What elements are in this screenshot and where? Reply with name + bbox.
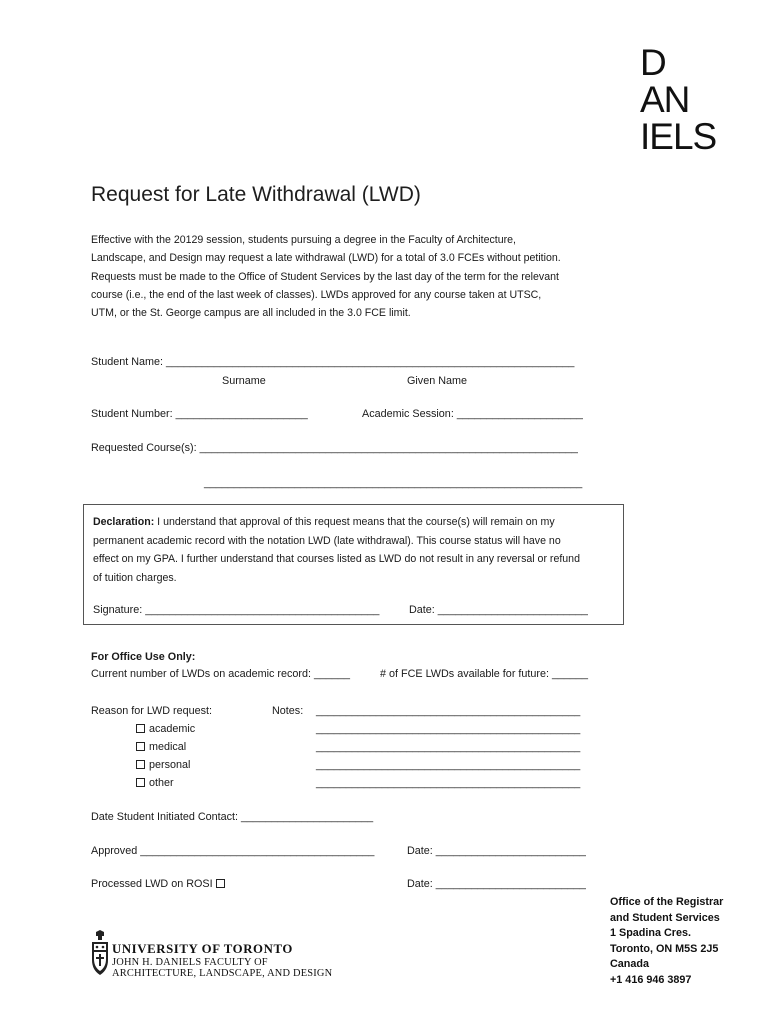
uoft-crest-icon	[91, 930, 109, 976]
student-number-field[interactable]: Student Number: ______________________	[91, 408, 308, 420]
declaration-label: Declaration:	[93, 516, 155, 528]
approved-date-field[interactable]: Date: _________________________	[407, 845, 586, 857]
requested-courses-field[interactable]: Requested Course(s): _______________________________________________________________	[91, 442, 578, 454]
uoft-line-3: ARCHITECTURE, LANDSCAPE, AND DESIGN	[112, 968, 333, 979]
declaration-box	[83, 504, 624, 625]
intro-line: course (i.e., the end of the last week of classes). LWDs approved for any course taken at UTSC,	[91, 288, 542, 301]
reason-personal[interactable]	[136, 759, 190, 771]
academic-session-field[interactable]: Academic Session: _____________________	[362, 408, 583, 420]
reason-personal-label: personal	[149, 759, 191, 771]
address-line: Canada	[610, 958, 650, 971]
date-initiated-field[interactable]: Date Student Initiated Contact: ______________________	[91, 811, 374, 823]
processed-rosi[interactable]	[91, 878, 229, 890]
page-title: Request for Late Withdrawal (LWD)	[91, 183, 421, 206]
notes-line[interactable]: ____________________________________________	[316, 777, 581, 789]
notes-line[interactable]: ____________________________________________	[316, 705, 581, 717]
address-line: and Student Services	[610, 911, 720, 924]
address-line: +1 416 946 3897	[610, 973, 692, 986]
checkbox-icon[interactable]	[136, 760, 145, 769]
logo-line-1: D	[640, 42, 666, 83]
notes-line[interactable]: ____________________________________________	[316, 723, 581, 735]
uoft-line-1: UNIVERSITY OF TORONTO	[112, 942, 293, 956]
notes-line[interactable]: ____________________________________________	[316, 741, 581, 753]
notes-label: Notes:	[272, 705, 304, 717]
logo-line-2: AN	[640, 79, 690, 120]
intro-paragraph	[91, 231, 651, 322]
reason-other-label: other	[149, 777, 174, 789]
reason-medical[interactable]	[136, 741, 186, 753]
approved-field[interactable]: Approved _______________________________________	[91, 845, 375, 857]
reason-other[interactable]	[136, 777, 174, 789]
intro-line: Landscape, and Design may request a late withdrawal (LWD) for a total of 3.0 FCEs without petition.	[91, 252, 561, 265]
address-line: Office of the Registrar	[610, 896, 724, 908]
reason-medical-label: medical	[149, 741, 187, 753]
reason-academic[interactable]	[136, 723, 195, 735]
logo-line-3: IELS	[640, 116, 717, 157]
daniels-logo	[640, 44, 716, 155]
address-line: 1 Spadina Cres.	[610, 927, 692, 940]
given-name-label: Given Name	[407, 375, 468, 387]
current-lwds-field[interactable]: Current number of LWDs on academic record: ______	[91, 668, 351, 680]
intro-line: Effective with the 20129 session, students pursuing a degree in the Faculty of Architecture,	[91, 234, 516, 246]
fce-available-field[interactable]: # of FCE LWDs available for future: ______	[380, 668, 589, 680]
declaration-line-4: of tuition charges.	[93, 571, 177, 584]
reason-label: Reason for LWD request:	[91, 705, 213, 717]
declaration-line-3: effect on my GPA. I further understand that courses listed as LWD do not result in any reversal or refund	[93, 553, 580, 565]
surname-label: Surname	[222, 375, 266, 387]
processed-date-field[interactable]: Date: _________________________	[407, 878, 586, 890]
checkbox-icon[interactable]	[136, 724, 145, 733]
declaration-date-field[interactable]: Date: _________________________	[409, 604, 588, 616]
student-name-field[interactable]: Student Name: ____________________________________________________________________	[91, 356, 575, 368]
reason-academic-label: academic	[149, 723, 196, 735]
notes-line[interactable]: ____________________________________________	[316, 759, 581, 771]
registrar-address	[610, 895, 723, 989]
declaration-line-2: permanent academic record with the notation LWD (late withdrawal). This course status will have no	[93, 534, 561, 547]
checkbox-icon[interactable]	[136, 742, 145, 751]
intro-line: UTM, or the St. George campus are all included in the 3.0 FCE limit.	[91, 307, 411, 320]
signature-field[interactable]: Signature: _______________________________________	[93, 604, 380, 616]
checkbox-icon[interactable]	[136, 778, 145, 787]
checkbox-icon[interactable]	[216, 879, 225, 888]
requested-courses-continuation[interactable]: _______________________________________________________________	[204, 477, 583, 489]
intro-line: Requests must be made to the Office of Student Services by the last day of the term for the relevant	[91, 270, 559, 283]
declaration-line-1: I understand that approval of this request means that the course(s) will remain on my	[154, 516, 555, 528]
processed-rosi-label: Processed LWD on ROSI	[91, 878, 213, 890]
uoft-line-2: JOHN H. DANIELS FACULTY OF	[112, 957, 268, 968]
uoft-text	[112, 942, 332, 979]
declaration-text	[93, 513, 623, 587]
address-line: Toronto, ON M5S 2J5	[610, 942, 719, 955]
office-use-heading: For Office Use Only:	[91, 651, 196, 663]
